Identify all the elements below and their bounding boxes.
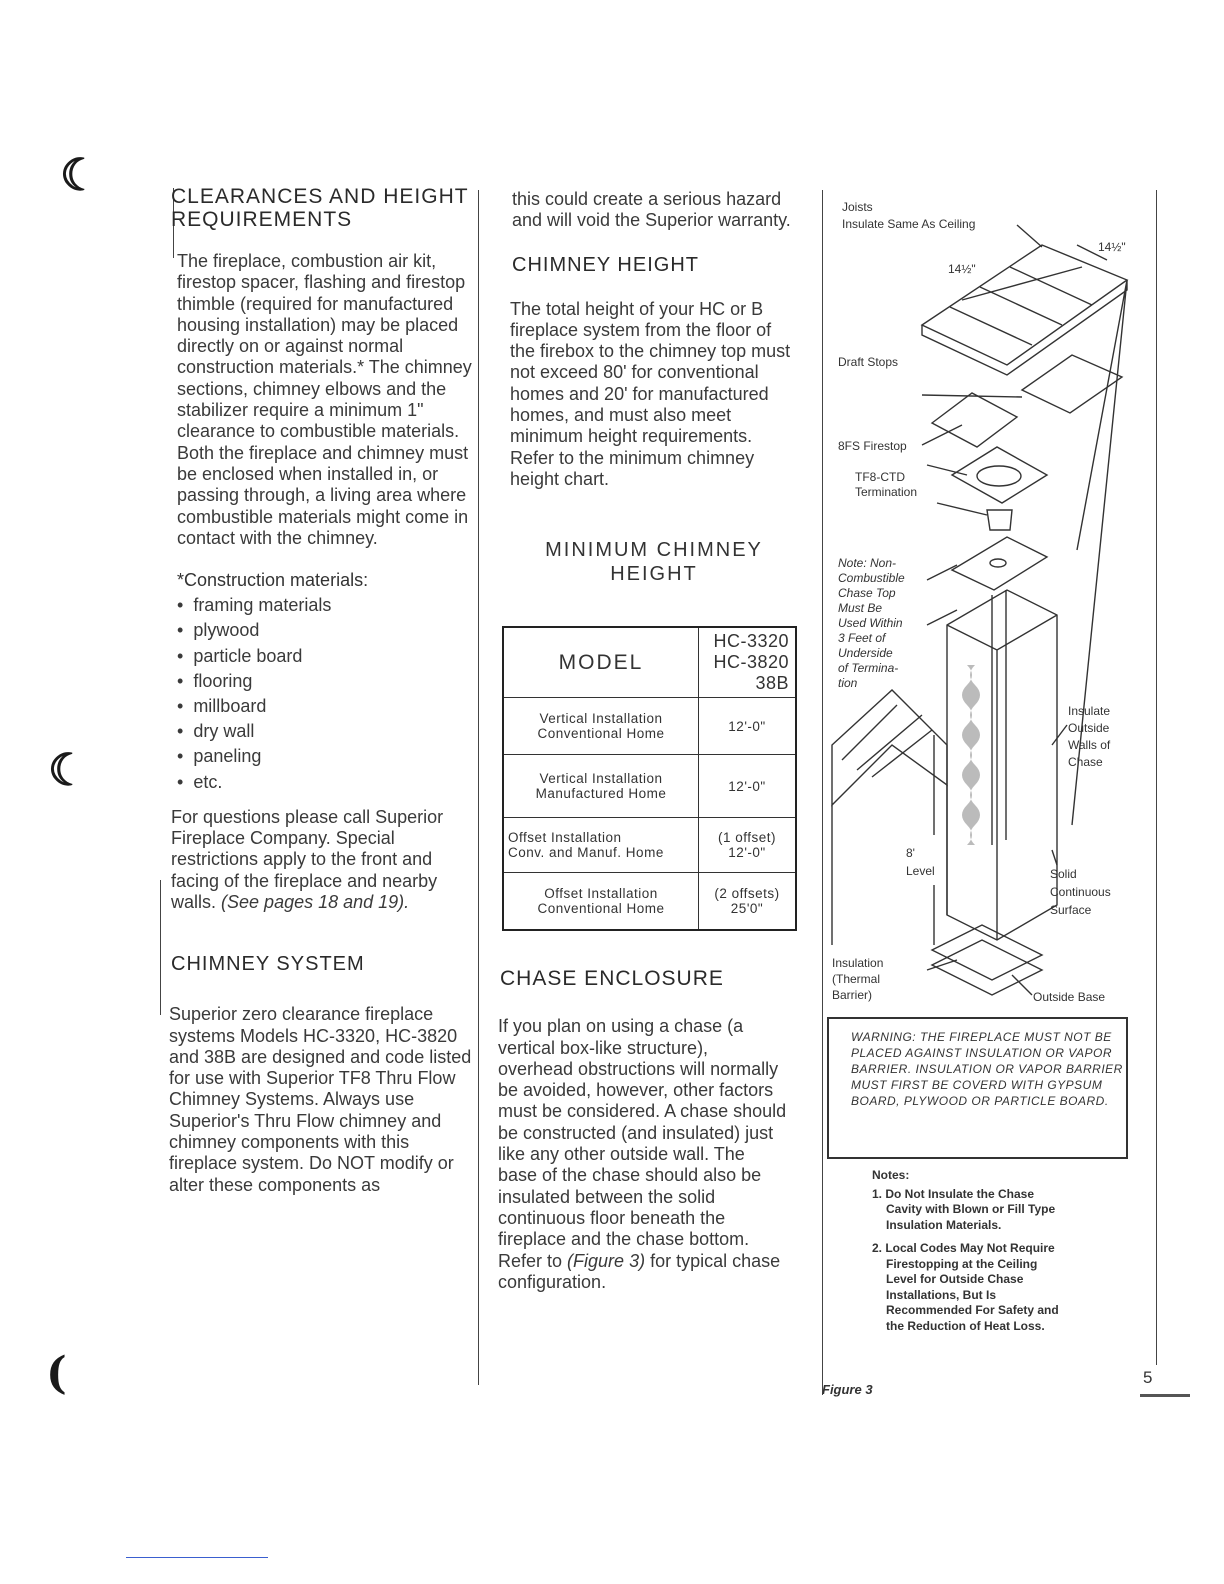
insulation-layer bbox=[932, 940, 1042, 995]
chase-top bbox=[952, 537, 1047, 590]
note-line: Must Be bbox=[838, 601, 883, 615]
table-header-row bbox=[503, 627, 796, 698]
continued-text: this could create a serious hazard and will void the Superior warranty. bbox=[512, 189, 791, 231]
binder-hole-mark: ☾ bbox=[48, 745, 88, 796]
see-pages-ref: (See pages 18 and 19). bbox=[221, 891, 410, 912]
firestop-hole bbox=[977, 466, 1021, 486]
warning-box bbox=[827, 1017, 1128, 1159]
list-item: • framing materials bbox=[177, 593, 473, 618]
label-line: Chase bbox=[1068, 755, 1103, 769]
label-dim-right: 14½" bbox=[1098, 240, 1126, 254]
notes-list bbox=[866, 1187, 1066, 1335]
list-item: • flooring bbox=[177, 669, 473, 694]
chase-body-tail: for typical chase configuration. bbox=[498, 1250, 781, 1292]
label-tf8 bbox=[855, 470, 917, 500]
note-line: Note: Non- bbox=[838, 556, 897, 570]
label-8ft: 8' bbox=[906, 846, 915, 860]
label-note bbox=[838, 556, 905, 691]
row-label-line: Vertical Installation bbox=[539, 771, 663, 787]
notes-title: Notes: bbox=[872, 1168, 910, 1182]
list-item: • paneling bbox=[177, 744, 473, 769]
clearances-body: The fireplace, combustion air kit, firestop spacer, flashing and firestop thimble (required for manufactured housing installation) may be placed directly on or against normal construction materials.* The chimney sections, chimney elbows and the stabilizer require a minimum 1" clearance to combustible materials. Both the fireplace and chimney must be enclosed when installed in, or passing through, a living area where combustible materials might come in contact with the chimney. bbox=[177, 251, 472, 548]
materials-list bbox=[163, 593, 473, 795]
roof bbox=[832, 690, 947, 805]
chimney-height-body: The total height of your HC or B fireplace system from the floor of the firebox to the chimney top must not exceed 80' for conventional homes and 20' for manufactured homes, and must also meet minimum height requirements. Refer to the minimum chimney height chart. bbox=[510, 298, 791, 489]
note-line: Combustible bbox=[838, 571, 905, 585]
label-joists: Joists bbox=[842, 200, 873, 214]
chase-box bbox=[947, 590, 1057, 940]
label-dim-left: 14½" bbox=[948, 262, 976, 276]
joist-lines bbox=[950, 267, 1092, 345]
note-line: Chase Top bbox=[838, 586, 896, 600]
label-tf8-line: TF8-CTD bbox=[855, 470, 905, 484]
label-insulation bbox=[832, 955, 883, 1003]
list-item: 1. Do Not Insulate the Chase Cavity with Blown or Fill Type Insulation Materials. bbox=[872, 1186, 1056, 1232]
chase-top-hole bbox=[990, 559, 1006, 567]
column-left bbox=[163, 185, 473, 1196]
min-chimney-height-table bbox=[502, 626, 797, 931]
materials-title: *Construction materials: bbox=[177, 570, 369, 591]
termination-cap bbox=[987, 510, 1012, 530]
label-insulate-ceiling: Insulate Same As Ceiling bbox=[842, 217, 976, 231]
row-value-line: 12'-0" bbox=[728, 845, 766, 861]
model-name: HC-3320 bbox=[713, 631, 789, 652]
chase-enclosure-body bbox=[490, 1016, 800, 1293]
label-level: Level bbox=[906, 864, 935, 878]
model-name: 38B bbox=[755, 673, 789, 694]
column-middle bbox=[490, 185, 800, 1293]
joists-frame-side bbox=[922, 280, 1127, 375]
clearances-heading: CLEARANCES AND HEIGHT REQUIREMENTS bbox=[171, 185, 469, 231]
row-label bbox=[503, 873, 699, 931]
column-header-models bbox=[699, 627, 797, 698]
label-outside-base: Outside Base bbox=[1033, 990, 1106, 1004]
label-line: Surface bbox=[1050, 903, 1092, 917]
column-rule bbox=[160, 880, 161, 1015]
label-firestop: 8FS Firestop bbox=[838, 439, 907, 453]
page-number-rule bbox=[1140, 1394, 1190, 1397]
table-row bbox=[503, 873, 796, 931]
label-line: Continuous bbox=[1050, 885, 1111, 899]
row-value-line: (2 offsets) bbox=[714, 886, 780, 902]
figure-caption: Figure 3 bbox=[822, 1382, 873, 1397]
chimney-system-body: Superior zero clearance fireplace systems Models HC-3320, HC-3820 and 38B are designed and code listed for use with Superior TF8 Thru Flow Chimney Systems. Always use Superior's Thru Flow chimney and chimney components with this fireplace system. Do NOT modify or alter these components as bbox=[169, 1004, 472, 1195]
table-title-line-2: HEIGHT bbox=[610, 563, 698, 586]
row-value-line: (1 offset) bbox=[717, 830, 777, 846]
row-label-line: Conv. and Manuf. Home bbox=[508, 845, 664, 861]
warning-text: WARNING: THE FIREPLACE MUST NOT BE PLACED AGAINST INSULATION OR VAPOR BARRIER. INSULATION OR VAPOR BARRIER MUST FIRST BE COVERD WITH GYPSUM BOARD, PLYWOOD OR PARTICLE BOARD. bbox=[851, 1030, 1123, 1108]
label-line: Outside bbox=[1068, 721, 1110, 735]
note-line: Underside bbox=[838, 646, 893, 660]
label-line: Solid bbox=[1050, 867, 1077, 881]
label-solid bbox=[1050, 865, 1111, 919]
page-number: 5 bbox=[1143, 1368, 1153, 1387]
list-item: • millboard bbox=[177, 694, 473, 719]
insulation-texture bbox=[962, 665, 980, 845]
note-line: 3 Feet of bbox=[838, 631, 886, 645]
chimney-height-heading: CHIMNEY HEIGHT bbox=[512, 253, 699, 276]
row-label bbox=[503, 698, 699, 755]
row-label-line: Conventional Home bbox=[537, 901, 665, 917]
column-rule bbox=[478, 190, 479, 1385]
table-row bbox=[503, 698, 796, 755]
row-label-line: Conventional Home bbox=[537, 726, 665, 742]
chase-body-text: If you plan on using a chase (a vertical box-like structure), overhead obstructions will normally be avoided, however, other factors must be considered. A chase should be constructed (and insulated) just like any other outside wall. The base of the chase should also be insulated between the solid continuous floor beneath the fireplace and the chase bottom. Refer to bbox=[498, 1016, 787, 1271]
binder-hole-mark: ☾ bbox=[60, 150, 100, 201]
chase-enclosure-heading: CHASE ENCLOSURE bbox=[500, 967, 724, 991]
list-item: • particle board bbox=[177, 644, 473, 669]
list-item: 2. Local Codes May Not Require Firestopping at the Ceiling Level for Outside Chase Installations, But Is Recommended For Safety and the Reduction of Heat Loss. bbox=[872, 1241, 1059, 1333]
row-label-line: Offset Installation bbox=[544, 886, 658, 902]
label-line: (Thermal bbox=[832, 972, 881, 986]
note-line: Used Within bbox=[838, 616, 903, 630]
figure-notes bbox=[866, 1168, 1066, 1334]
outside-base bbox=[932, 925, 1042, 980]
chimney-pipe bbox=[992, 590, 1006, 845]
label-line: Insulation bbox=[832, 956, 884, 970]
label-draft-stops: Draft Stops bbox=[838, 355, 899, 369]
table-row bbox=[503, 818, 796, 873]
figure-ref: (Figure 3) bbox=[567, 1250, 646, 1271]
row-label bbox=[503, 818, 699, 873]
draft-stop-lower bbox=[932, 393, 1017, 447]
row-value: 12'-0" bbox=[699, 755, 797, 818]
draft-stop-upper bbox=[1022, 355, 1122, 413]
column-header-model: MODEL bbox=[503, 627, 699, 698]
list-item: • etc. bbox=[177, 770, 473, 795]
binder-hole-mark: ( bbox=[46, 1348, 67, 1399]
chimney-system-heading: CHIMNEY SYSTEM bbox=[171, 953, 365, 976]
row-label-line: Vertical Installation bbox=[539, 711, 663, 727]
label-line: Insulate bbox=[1068, 704, 1111, 718]
list-item: • plywood bbox=[177, 618, 473, 643]
label-insulate-walls bbox=[1068, 703, 1110, 771]
scan-artifact-underline bbox=[126, 1557, 268, 1558]
row-label-line: Offset Installation bbox=[508, 830, 622, 846]
table-title-line-1: MINIMUM CHIMNEY bbox=[545, 539, 763, 562]
row-value bbox=[699, 873, 797, 931]
label-line: Barrier) bbox=[832, 988, 873, 1002]
row-label-line: Manufactured Home bbox=[535, 786, 667, 802]
row-value: 12'-0" bbox=[699, 698, 797, 755]
label-line: Walls of bbox=[1068, 738, 1111, 752]
note-line: of Termina- bbox=[838, 661, 899, 675]
table-title bbox=[490, 538, 800, 586]
label-tf8-line: Termination bbox=[855, 485, 918, 499]
table-row bbox=[503, 755, 796, 818]
model-name: HC-3820 bbox=[713, 652, 789, 673]
row-value-line: 25'0" bbox=[730, 901, 764, 917]
note-line: tion bbox=[838, 676, 858, 690]
list-item: • dry wall bbox=[177, 719, 473, 744]
row-label bbox=[503, 755, 699, 818]
questions-body: For questions please call Superior Fireplace Company. Special restrictions apply to the front and facing of the fireplace and nearby walls. bbox=[171, 806, 444, 912]
questions-text bbox=[163, 807, 473, 913]
row-value bbox=[699, 818, 797, 873]
